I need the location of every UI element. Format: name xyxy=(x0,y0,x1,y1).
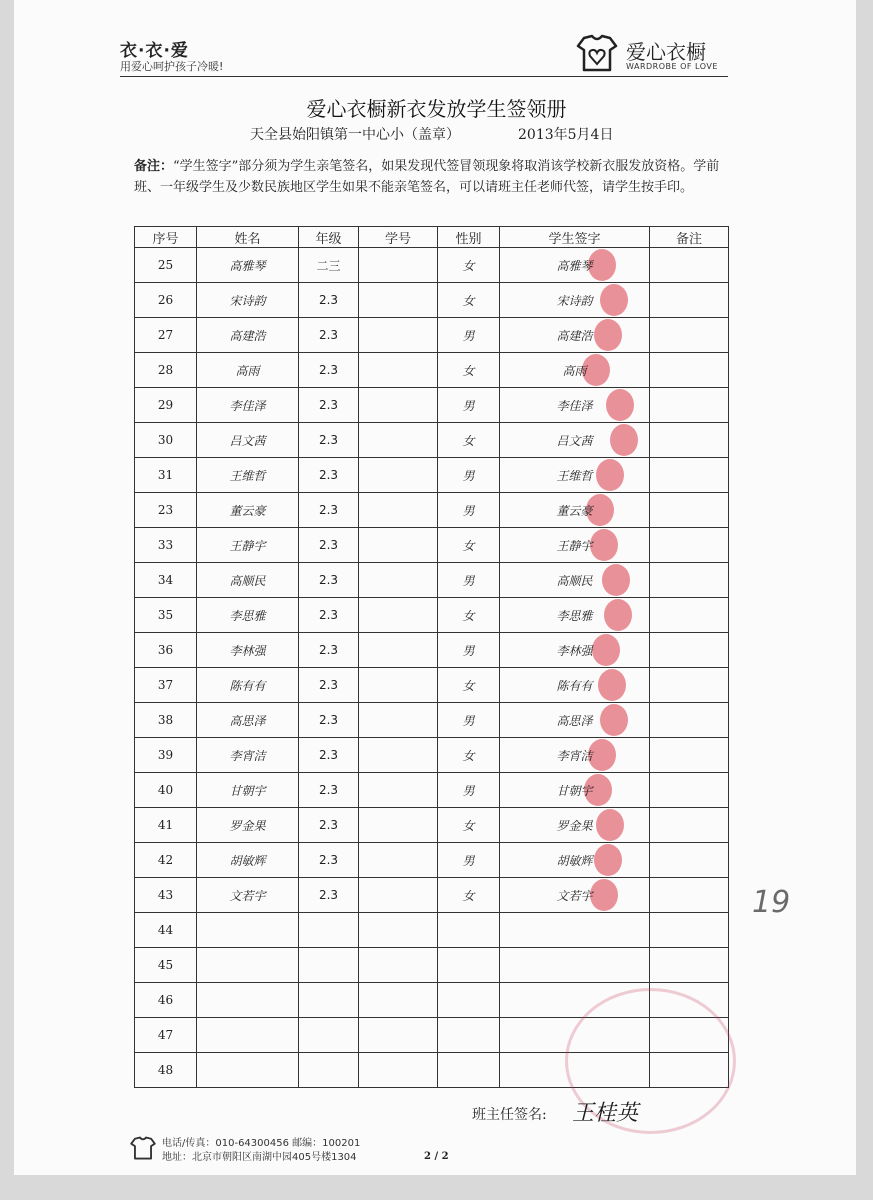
table-row xyxy=(135,458,729,493)
student-id xyxy=(359,423,438,458)
student-grade: 2.3 xyxy=(299,703,359,738)
student-signature xyxy=(500,913,650,948)
remarks xyxy=(650,423,729,458)
row-number: 34 xyxy=(135,563,197,598)
fingerprint-mark xyxy=(596,809,624,841)
student-id xyxy=(359,738,438,773)
row-number: 45 xyxy=(135,948,197,983)
signature-text: 高雅琴 xyxy=(556,258,593,273)
table-row xyxy=(135,703,729,738)
student-signature xyxy=(500,808,650,843)
student-name: 李佳泽 xyxy=(197,388,299,423)
student-name: 董云豪 xyxy=(197,493,299,528)
fingerprint-mark xyxy=(610,424,638,456)
brand-left-logo: 衣·衣·爱 xyxy=(120,41,189,61)
row-number: 35 xyxy=(135,598,197,633)
col-header-sex: 性别 xyxy=(438,227,500,248)
remarks xyxy=(650,633,729,668)
student-sex: 女 xyxy=(438,878,500,913)
table-row xyxy=(135,423,729,458)
row-number: 31 xyxy=(135,458,197,493)
student-signature xyxy=(500,248,650,283)
fingerprint-mark xyxy=(590,529,618,561)
student-name: 王静宇 xyxy=(197,528,299,563)
student-id xyxy=(359,598,438,633)
student-id xyxy=(359,633,438,668)
remarks xyxy=(650,493,729,528)
student-grade: 2.3 xyxy=(299,423,359,458)
remarks xyxy=(650,353,729,388)
remarks xyxy=(650,843,729,878)
signature-text: 罗金果 xyxy=(556,818,593,833)
student-name: 李宵洁 xyxy=(197,738,299,773)
fingerprint-mark xyxy=(594,844,622,876)
student-id xyxy=(359,948,438,983)
student-signature xyxy=(500,528,650,563)
student-sex: 男 xyxy=(438,843,500,878)
heart-shirt-footer-icon xyxy=(130,1135,156,1161)
brand-slogan: 用爱心呵护孩子冷暖! xyxy=(120,60,224,73)
row-number: 30 xyxy=(135,423,197,458)
student-sex xyxy=(438,1053,500,1088)
table-row xyxy=(135,388,729,423)
footer-contact xyxy=(162,1137,360,1165)
student-signature xyxy=(500,598,650,633)
remarks xyxy=(650,248,729,283)
remarks xyxy=(650,388,729,423)
remarks xyxy=(650,668,729,703)
fingerprint-mark xyxy=(592,634,620,666)
student-grade: 2.3 xyxy=(299,458,359,493)
note-text: “学生签字”部分须为学生亲笔签名，如果发现代签冒领现象将取消该学校新衣服发放资格。学前班、一年级学生及少数民族地区学生如果不能亲笔签名，可以请班主任老师代签，请学生按手印。 xyxy=(134,159,720,195)
student-grade: 2.3 xyxy=(299,808,359,843)
fingerprint-mark xyxy=(594,319,622,351)
student-grade: 2.3 xyxy=(299,843,359,878)
row-number: 44 xyxy=(135,913,197,948)
row-number: 33 xyxy=(135,528,197,563)
student-id xyxy=(359,878,438,913)
signature-text: 甘朝宇 xyxy=(556,783,593,798)
remarks xyxy=(650,563,729,598)
note-label: 备注： xyxy=(134,159,174,174)
brand-right-logo xyxy=(576,34,726,74)
student-id xyxy=(359,563,438,598)
heart-shirt-icon xyxy=(576,34,618,72)
student-name: 高建浩 xyxy=(197,318,299,353)
student-sex xyxy=(438,983,500,1018)
remarks xyxy=(650,808,729,843)
remarks xyxy=(650,773,729,808)
remarks xyxy=(650,598,729,633)
col-header-number: 序号 xyxy=(135,227,197,248)
fingerprint-mark xyxy=(596,459,624,491)
student-sex: 男 xyxy=(438,458,500,493)
signature-text: 高顺民 xyxy=(556,573,593,588)
student-grade: 2.3 xyxy=(299,633,359,668)
table-row xyxy=(135,668,729,703)
table-row xyxy=(135,318,729,353)
fingerprint-mark xyxy=(604,599,632,631)
table-row xyxy=(135,878,729,913)
page-title: 爱心衣橱新衣发放学生签领册 xyxy=(306,97,567,121)
remarks xyxy=(650,948,729,983)
student-name: 李林强 xyxy=(197,633,299,668)
footer-phone: 电话/传真：010-64300456 邮编：100201 xyxy=(162,1138,361,1149)
student-id xyxy=(359,1018,438,1053)
student-id xyxy=(359,458,438,493)
student-sex xyxy=(438,948,500,983)
page-number: 2 / 2 xyxy=(424,1151,449,1162)
student-id xyxy=(359,843,438,878)
student-id xyxy=(359,388,438,423)
teacher-signature: 王桂英 xyxy=(572,1101,639,1126)
student-sex: 女 xyxy=(438,528,500,563)
remarks xyxy=(650,738,729,773)
student-grade: 2.3 xyxy=(299,353,359,388)
student-signature xyxy=(500,668,650,703)
remarks xyxy=(650,878,729,913)
fingerprint-mark xyxy=(600,284,628,316)
student-name: 王维哲 xyxy=(197,458,299,493)
student-signature xyxy=(500,633,650,668)
remarks xyxy=(650,318,729,353)
signature-text: 李宵洁 xyxy=(556,748,593,763)
student-name xyxy=(197,1018,299,1053)
student-signature xyxy=(500,458,650,493)
table-row xyxy=(135,353,729,388)
table-row xyxy=(135,633,729,668)
row-number: 43 xyxy=(135,878,197,913)
remarks xyxy=(650,703,729,738)
student-name xyxy=(197,1053,299,1088)
student-name: 高雅琴 xyxy=(197,248,299,283)
table-row xyxy=(135,563,729,598)
student-signature xyxy=(500,353,650,388)
student-grade: 2.3 xyxy=(299,318,359,353)
student-grade xyxy=(299,1053,359,1088)
signature-text: 董云豪 xyxy=(556,503,593,518)
header-divider xyxy=(120,76,728,77)
student-sex: 女 xyxy=(438,808,500,843)
student-grade xyxy=(299,1018,359,1053)
signature-text: 王静宇 xyxy=(556,538,593,553)
col-header-grade: 年级 xyxy=(299,227,359,248)
table-row xyxy=(135,493,729,528)
student-id xyxy=(359,493,438,528)
remarks xyxy=(650,458,729,493)
student-name: 胡敏辉 xyxy=(197,843,299,878)
row-number: 40 xyxy=(135,773,197,808)
remarks xyxy=(650,283,729,318)
table-row xyxy=(135,843,729,878)
fingerprint-mark xyxy=(606,389,634,421)
remarks xyxy=(650,913,729,948)
fingerprint-mark xyxy=(598,669,626,701)
student-id xyxy=(359,703,438,738)
student-grade: 2.3 xyxy=(299,528,359,563)
student-grade: 二三 xyxy=(299,248,359,283)
table-row xyxy=(135,808,729,843)
student-signature xyxy=(500,283,650,318)
student-signature xyxy=(500,738,650,773)
student-grade: 2.3 xyxy=(299,493,359,528)
table-row xyxy=(135,738,729,773)
row-number: 27 xyxy=(135,318,197,353)
row-number: 46 xyxy=(135,983,197,1018)
student-sex: 男 xyxy=(438,773,500,808)
student-signature xyxy=(500,493,650,528)
student-id xyxy=(359,528,438,563)
student-sex: 女 xyxy=(438,423,500,458)
teacher-signature-label: 班主任签名: xyxy=(472,1107,547,1123)
student-sex: 女 xyxy=(438,598,500,633)
signature-text: 李佳泽 xyxy=(556,398,593,413)
student-signature xyxy=(500,388,650,423)
brand-right-subtitle: WARDROBE OF LOVE xyxy=(626,62,718,71)
row-number: 39 xyxy=(135,738,197,773)
row-number: 36 xyxy=(135,633,197,668)
student-sex xyxy=(438,913,500,948)
student-sex: 男 xyxy=(438,493,500,528)
signature-text: 高建浩 xyxy=(556,328,593,343)
signature-text: 李林强 xyxy=(556,643,593,658)
signature-text: 高雨 xyxy=(562,363,587,378)
table-row xyxy=(135,913,729,948)
row-number: 42 xyxy=(135,843,197,878)
table-row xyxy=(135,248,729,283)
student-signature xyxy=(500,423,650,458)
student-id xyxy=(359,983,438,1018)
row-number: 38 xyxy=(135,703,197,738)
student-signature xyxy=(500,563,650,598)
table-row xyxy=(135,283,729,318)
table-row xyxy=(135,528,729,563)
signature-text: 李思雅 xyxy=(556,608,593,623)
student-grade xyxy=(299,913,359,948)
table-header-row xyxy=(135,227,729,248)
student-signature xyxy=(500,878,650,913)
student-signature xyxy=(500,318,650,353)
student-grade: 2.3 xyxy=(299,563,359,598)
student-signature xyxy=(500,703,650,738)
student-id xyxy=(359,808,438,843)
student-signature xyxy=(500,843,650,878)
row-number: 37 xyxy=(135,668,197,703)
student-grade: 2.3 xyxy=(299,668,359,703)
student-sex: 男 xyxy=(438,388,500,423)
fingerprint-mark xyxy=(602,564,630,596)
student-signature xyxy=(500,773,650,808)
school-name: 天全县始阳镇第一中心小（盖章） xyxy=(250,127,460,143)
footer-address: 地址：北京市朝阳区南湖中园405号楼1304 xyxy=(162,1152,357,1163)
remarks xyxy=(650,528,729,563)
col-header-remarks: 备注 xyxy=(650,227,729,248)
student-name: 高顺民 xyxy=(197,563,299,598)
student-name xyxy=(197,983,299,1018)
student-grade: 2.3 xyxy=(299,388,359,423)
student-id xyxy=(359,773,438,808)
student-grade xyxy=(299,948,359,983)
student-id xyxy=(359,248,438,283)
signature-text: 文若宇 xyxy=(556,888,593,903)
student-sex: 女 xyxy=(438,353,500,388)
student-sex xyxy=(438,1018,500,1053)
student-name: 李思雅 xyxy=(197,598,299,633)
student-grade: 2.3 xyxy=(299,773,359,808)
table-row xyxy=(135,948,729,983)
student-sex: 男 xyxy=(438,563,500,598)
student-id xyxy=(359,318,438,353)
row-number: 41 xyxy=(135,808,197,843)
student-grade: 2.3 xyxy=(299,738,359,773)
student-sex: 男 xyxy=(438,318,500,353)
student-id xyxy=(359,668,438,703)
issue-date: 2013年5月4日 xyxy=(518,127,614,143)
student-grade xyxy=(299,983,359,1018)
student-name: 吕文茜 xyxy=(197,423,299,458)
student-sex: 女 xyxy=(438,668,500,703)
student-name: 罗金果 xyxy=(197,808,299,843)
signature-text: 陈有有 xyxy=(556,678,593,693)
signature-text: 王维哲 xyxy=(556,468,593,483)
student-grade: 2.3 xyxy=(299,598,359,633)
student-id xyxy=(359,1053,438,1088)
brand-right-name: 爱心衣橱 xyxy=(626,40,706,64)
student-name: 宋诗韵 xyxy=(197,283,299,318)
student-name: 甘朝宇 xyxy=(197,773,299,808)
student-sex: 女 xyxy=(438,248,500,283)
table-row xyxy=(135,598,729,633)
student-sex: 男 xyxy=(438,633,500,668)
row-number: 28 xyxy=(135,353,197,388)
student-name: 陈有有 xyxy=(197,668,299,703)
col-header-name: 姓名 xyxy=(197,227,299,248)
student-name: 高思泽 xyxy=(197,703,299,738)
student-grade: 2.3 xyxy=(299,283,359,318)
signature-text: 吕文茜 xyxy=(556,433,593,448)
row-number: 47 xyxy=(135,1018,197,1053)
student-sex: 女 xyxy=(438,283,500,318)
student-sex: 女 xyxy=(438,738,500,773)
student-name: 文若宇 xyxy=(197,878,299,913)
student-signature xyxy=(500,948,650,983)
signature-table xyxy=(134,226,729,1088)
student-name: 高雨 xyxy=(197,353,299,388)
margin-page-count: 19 xyxy=(752,885,791,920)
row-number: 48 xyxy=(135,1053,197,1088)
student-sex: 男 xyxy=(438,703,500,738)
signature-text: 胡敏辉 xyxy=(556,853,593,868)
note-paragraph xyxy=(134,156,728,198)
col-header-student-id: 学号 xyxy=(359,227,438,248)
row-number: 23 xyxy=(135,493,197,528)
student-name xyxy=(197,913,299,948)
row-number: 25 xyxy=(135,248,197,283)
student-id xyxy=(359,913,438,948)
student-id xyxy=(359,283,438,318)
student-id xyxy=(359,353,438,388)
fingerprint-mark xyxy=(600,704,628,736)
row-number: 26 xyxy=(135,283,197,318)
row-number: 29 xyxy=(135,388,197,423)
signature-text: 宋诗韵 xyxy=(556,293,593,308)
student-name xyxy=(197,948,299,983)
fingerprint-mark xyxy=(590,879,618,911)
col-header-signature: 学生签字 xyxy=(500,227,650,248)
signature-text: 高思泽 xyxy=(556,713,593,728)
table-row xyxy=(135,773,729,808)
student-grade: 2.3 xyxy=(299,878,359,913)
